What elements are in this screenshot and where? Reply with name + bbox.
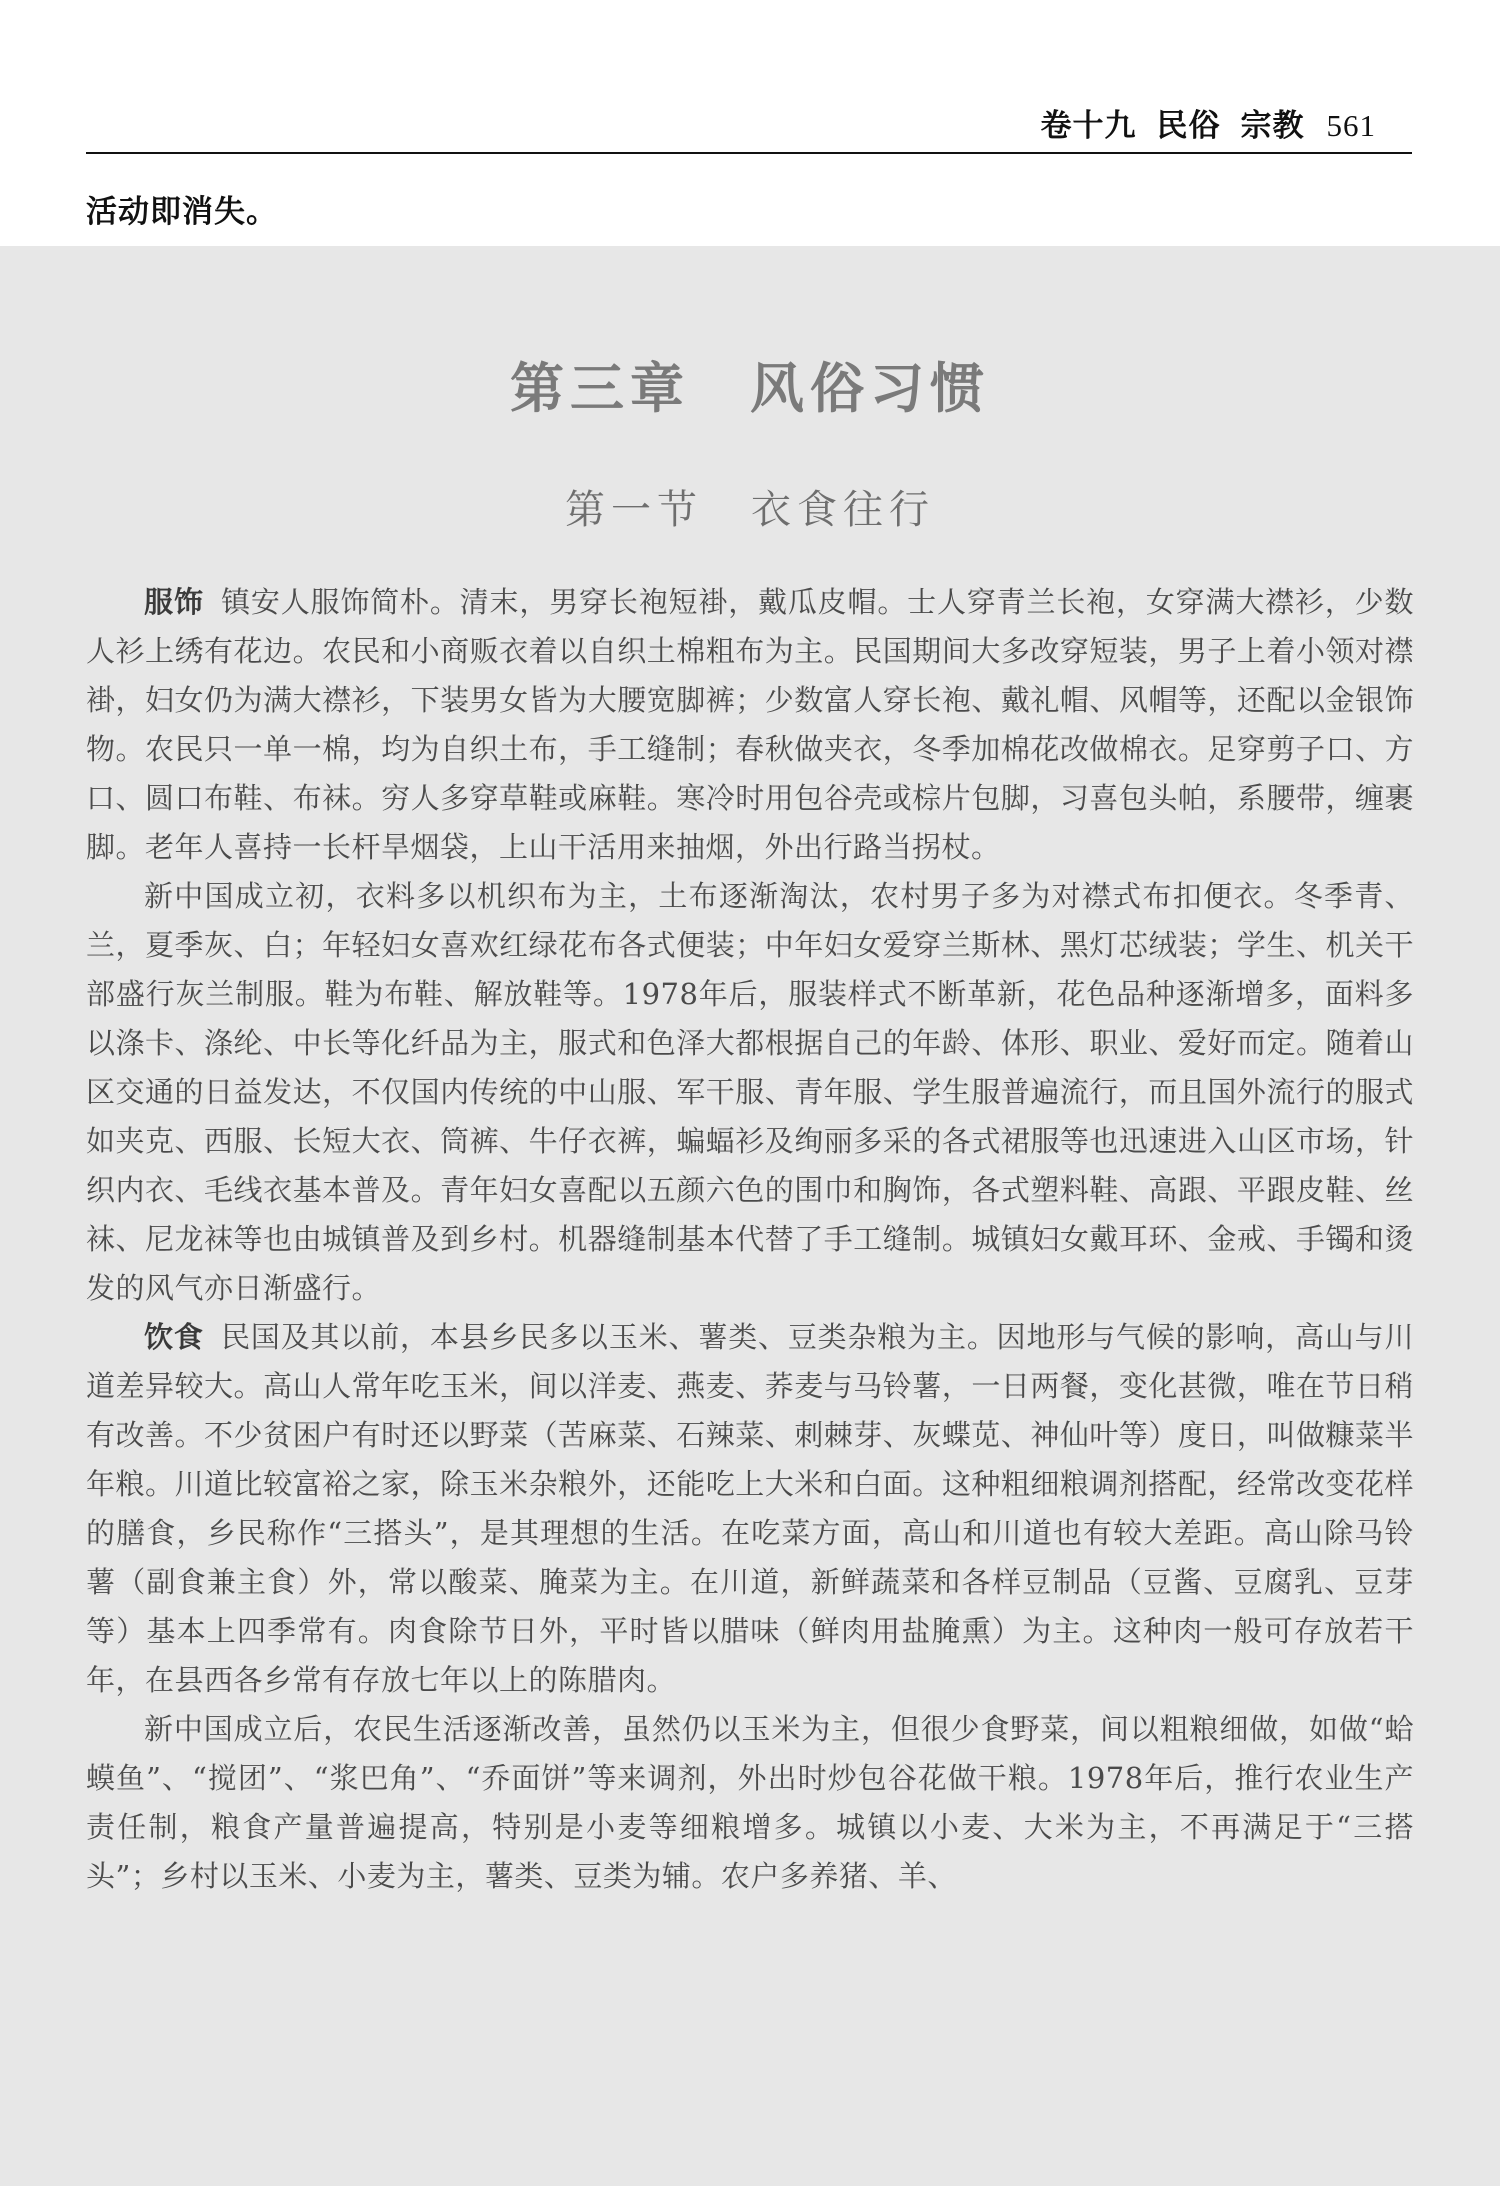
paragraph: [86, 578, 1414, 872]
carryover-text: 活动即消失。: [86, 194, 278, 230]
paragraph-text: 新中国成立初，衣料多以机织布为主，土布逐渐淘汰，农村男子多为对襟式布扣便衣。冬季青、兰，夏季灰、白；年轻妇女喜欢红绿花布各式便装；中年妇女爱穿兰斯林、黑灯芯绒装；学生、机关干部盛行灰兰制服。鞋为布鞋、解放鞋等。1978年后，服装样式不断革新，花色品种逐渐增多，面料多以涤卡、涤纶、中长等化纤品为主，服式和色泽大都根据自己的年龄、体形、职业、爱好而定。随着山区交通的日益发达，不仅国内传统的中山服、军干服、青年服、学生服普遍流行，而且国外流行的服式如夹克、西服、长短大衣、筒裤、牛仔衣裤，蝙蝠衫及绚丽多采的各式裙服等也迅速进入山区市场，针织内衣、毛线衣基本普及。青年妇女喜配以五颜六色的围巾和胸饰，各式塑料鞋、高跟、平跟皮鞋、丝袜、尼龙袜等也由城镇普及到乡村。机器缝制基本代替了手工缝制。城镇妇女戴耳环、金戒、手镯和烫发的风气亦日渐盛行。: [86, 879, 1414, 1305]
section-number: 第一节: [565, 487, 703, 533]
paragraph: [86, 1313, 1414, 1705]
header-text: [1021, 100, 1377, 145]
header-volume: 卷十九: [1040, 108, 1137, 144]
paragraph-lead: 服饰: [144, 585, 204, 619]
running-header: [86, 96, 1412, 154]
section-name: 衣食往行: [751, 487, 935, 533]
chapter-title: [0, 346, 1500, 423]
paragraph-lead: 饮食: [144, 1320, 204, 1354]
body-text: [86, 578, 1414, 1901]
paragraph-text: 新中国成立后，农民生活逐渐改善，虽然仍以玉米为主，但很少食野菜，间以粗粮细做，如做“蛤蟆鱼”、“搅团”、“浆巴角”、“乔面饼”等来调剂，外出时炒包谷花做干粮。1978年后，推行农业生产责任制，粮食产量普遍提高，特别是小麦等细粮增多。城镇以小麦、大米为主，不再满足于“三搭头”；乡村以玉米、小麦为主，薯类、豆类为辅。农户多养猪、羊、: [86, 1712, 1414, 1893]
chapter-name: 风俗习惯: [750, 357, 990, 420]
paragraph: [86, 1705, 1414, 1901]
header-topic-2: 宗教: [1240, 108, 1305, 144]
page-number: 561: [1326, 108, 1376, 143]
chapter-number: 第三章: [510, 357, 690, 420]
paragraph: [86, 872, 1414, 1313]
paragraph-text: 民国及其以前，本县乡民多以玉米、薯类、豆类杂粮为主。因地形与气候的影响，高山与川道差异较大。高山人常年吃玉米，间以洋麦、燕麦、荞麦与马铃薯，一日两餐，变化甚微，唯在节日稍有改善。不少贫困户有时还以野菜（苦麻菜、石辣菜、刺棘芽、灰蝶苋、神仙叶等）度日，叫做糠菜半年粮。川道比较富裕之家，除玉米杂粮外，还能吃上大米和白面。这种粗细粮调剂搭配，经常改变花样的膳食，乡民称作“三搭头”，是其理想的生活。在吃菜方面，高山和川道也有较大差距。高山除马铃薯（副食兼主食）外，常以酸菜、腌菜为主。在川道，新鲜蔬菜和各样豆制品（豆酱、豆腐乳、豆芽等）基本上四季常有。肉食除节日外，平时皆以腊味（鲜肉用盐腌熏）为主。这种肉一般可存放若干年，在县西各乡常有存放七年以上的陈腊肉。: [86, 1320, 1414, 1697]
header-topic-1: 民俗: [1156, 108, 1221, 144]
section-title: [0, 478, 1500, 535]
paragraph-text: 镇安人服饰简朴。清末，男穿长袍短褂，戴瓜皮帽。士人穿青兰长袍，女穿满大襟衫，少数人衫上绣有花边。农民和小商贩衣着以自织土棉粗布为主。民国期间大多改穿短装，男子上着小领对襟褂，妇女仍为满大襟衫，下装男女皆为大腰宽脚裤；少数富人穿长袍、戴礼帽、风帽等，还配以金银饰物。农民只一单一棉，均为自织土布，手工缝制；春秋做夹衣，冬季加棉花改做棉衣。足穿剪子口、方口、圆口布鞋、布袜。穷人多穿草鞋或麻鞋。寒冷时用包谷壳或棕片包脚，习喜包头帕，系腰带，缠裹脚。老年人喜持一长杆旱烟袋，上山干活用来抽烟，外出行路当拐杖。: [86, 585, 1414, 864]
